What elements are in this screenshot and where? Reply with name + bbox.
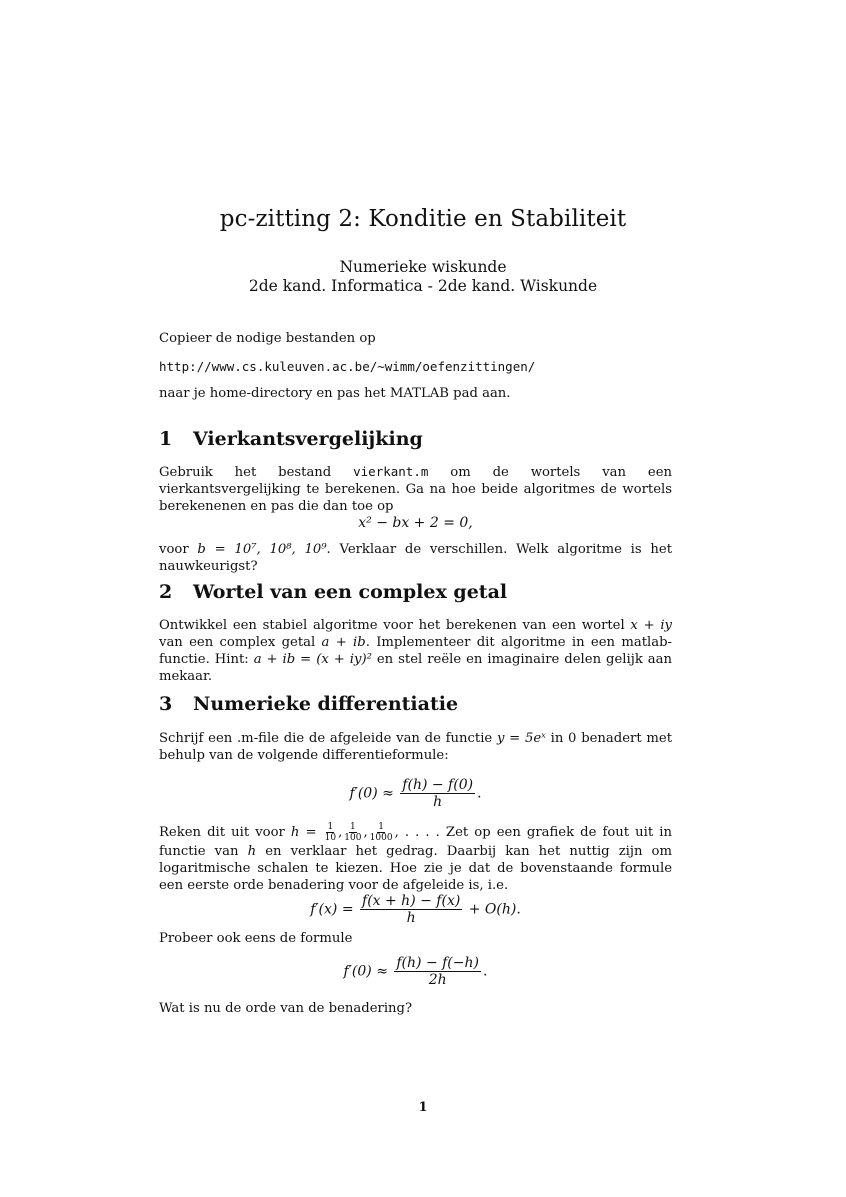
- section-3-paragraph-3: Probeer ook eens de formule: [159, 931, 353, 946]
- numerator: 1: [327, 822, 334, 832]
- page-number: 1: [418, 1100, 428, 1115]
- eq-lhs: f′(0) ≈: [343, 963, 388, 980]
- section-number: 1: [159, 428, 173, 450]
- numerator: 1: [378, 822, 384, 832]
- math-h: h: [247, 844, 257, 859]
- denominator: 1000: [369, 833, 393, 843]
- section-2-heading: [159, 581, 507, 603]
- fraction: [400, 777, 475, 810]
- text: voor: [159, 542, 198, 557]
- section-3-heading: [159, 693, 458, 715]
- subtitle-course: Numerieke wiskunde: [339, 258, 507, 276]
- section-3-paragraph: [159, 730, 672, 764]
- text: Reken dit uit voor: [159, 825, 291, 840]
- text: en stel reële en imaginaire delen gelijk aan mekaar.: [159, 652, 673, 684]
- section-number: 2: [159, 581, 173, 603]
- denominator: 100: [344, 833, 362, 843]
- section-title: Vierkantsvergelijking: [193, 428, 423, 450]
- numerator: f(h) − f(−h): [396, 955, 479, 971]
- text: Ontwikkel een stabiel algoritme voor het berekenen van een wortel: [159, 618, 631, 633]
- section-2-paragraph: [159, 617, 672, 685]
- intro-url: http://www.cs.kuleuven.ac.be/~wimm/oefenzittingen/: [159, 359, 536, 374]
- fraction-hundredth: [343, 822, 362, 843]
- fraction: [394, 955, 481, 988]
- eq-end: .: [482, 963, 488, 980]
- numerator: 1: [350, 822, 356, 832]
- fraction-tenth: [324, 822, 337, 843]
- fraction-thousandth: [369, 822, 394, 843]
- document-title: pc-zitting 2: Konditie en Stabiliteit: [219, 206, 627, 232]
- text: om de wortels van een vierkantsvergelijking te berekenen. Ga na hoe beide algoritmes de wortels berekenenen en pas die dan toe op: [159, 465, 672, 514]
- text: Zet op een grafiek de fout uit in functie van: [159, 825, 672, 859]
- text: Gebruik het bestand: [159, 465, 354, 480]
- denominator: h: [433, 794, 443, 810]
- section-3-paragraph-2: Reken dit uit voor h = $\frac{1}{10}$ , $\frac{1}{100}$ , $\frac{1}{1000}$ , . . . . Zet op een grafiek de fout uit in functie van h en verklaar het gedrag. Daarbij kan het nuttig zijn om logaritmische schalen te kiezen. Hoe zie je dat de bovenstaande formule een eerste orde benadering voor de afgeleide is, i.e.: [159, 822, 672, 893]
- quadratic-equation: x² − bx + 2 = 0,: [358, 515, 473, 531]
- filename-code: vierkant.m: [353, 464, 429, 479]
- denominator: 2h: [428, 972, 447, 988]
- subtitle-audience: 2de kand. Informatica - 2de kand. Wiskunde: [248, 277, 598, 295]
- section-1-heading: [159, 428, 423, 450]
- section-title: Numerieke differentiatie: [193, 693, 459, 715]
- text: . Implementeer dit algoritme in een matlab-functie. Hint:: [159, 635, 672, 667]
- section-3-question: Wat is nu de orde van de benadering?: [159, 1001, 413, 1016]
- eq-end: .: [477, 785, 482, 802]
- first-order-equation: [159, 893, 672, 926]
- denominator: h: [406, 910, 416, 926]
- central-difference-equation: [159, 955, 672, 988]
- text: van een complex getal: [159, 635, 322, 650]
- eq-lhs: f′(0) ≈: [349, 785, 394, 802]
- fraction: [360, 893, 462, 926]
- b-values: b = 10⁷, 10⁸, 10⁹: [197, 542, 327, 557]
- section-number: 3: [159, 693, 173, 715]
- text: in 0 benadert met behulp van de volgende differentieformule:: [159, 731, 672, 763]
- ellipsis: , . . . .: [394, 825, 440, 840]
- forward-difference-equation: [159, 777, 672, 810]
- section-title: Wortel van een complex getal: [193, 581, 508, 603]
- math-xiy: x + iy: [630, 618, 672, 633]
- section-1-question: [159, 541, 672, 575]
- text: . Verklaar de verschillen. Welk algoritme is het nauwkeurigst?: [159, 542, 673, 574]
- intro-line: Copieer de nodige bestanden op: [159, 331, 376, 346]
- eq-end: + O(h).: [468, 901, 521, 918]
- math-hint: a + ib = (x + iy)²: [253, 652, 372, 667]
- text: en verklaar het gedrag. Daarbij kan het nuttig zijn om logaritmische schalen te kiezen. Hoe zie je dat de bovenstaande formule een eerste orde benadering voor de afgeleide is, i.e.: [159, 844, 672, 893]
- numerator: f(x + h) − f(x): [362, 893, 461, 909]
- text: Schrijf een .m-file die de afgeleide van de functie: [159, 731, 497, 746]
- section-1-paragraph: [159, 463, 672, 515]
- eq-lhs: f′(x) =: [310, 901, 354, 918]
- math-function: y = 5eˣ: [496, 731, 546, 746]
- numerator: f(h) − f(0): [402, 777, 474, 793]
- intro-instruction: naar je home-directory en pas het MATLAB pad aan.: [159, 386, 511, 401]
- math-h: h =: [290, 825, 317, 840]
- denominator: 10: [324, 833, 337, 843]
- math-aib: a + ib: [321, 635, 366, 650]
